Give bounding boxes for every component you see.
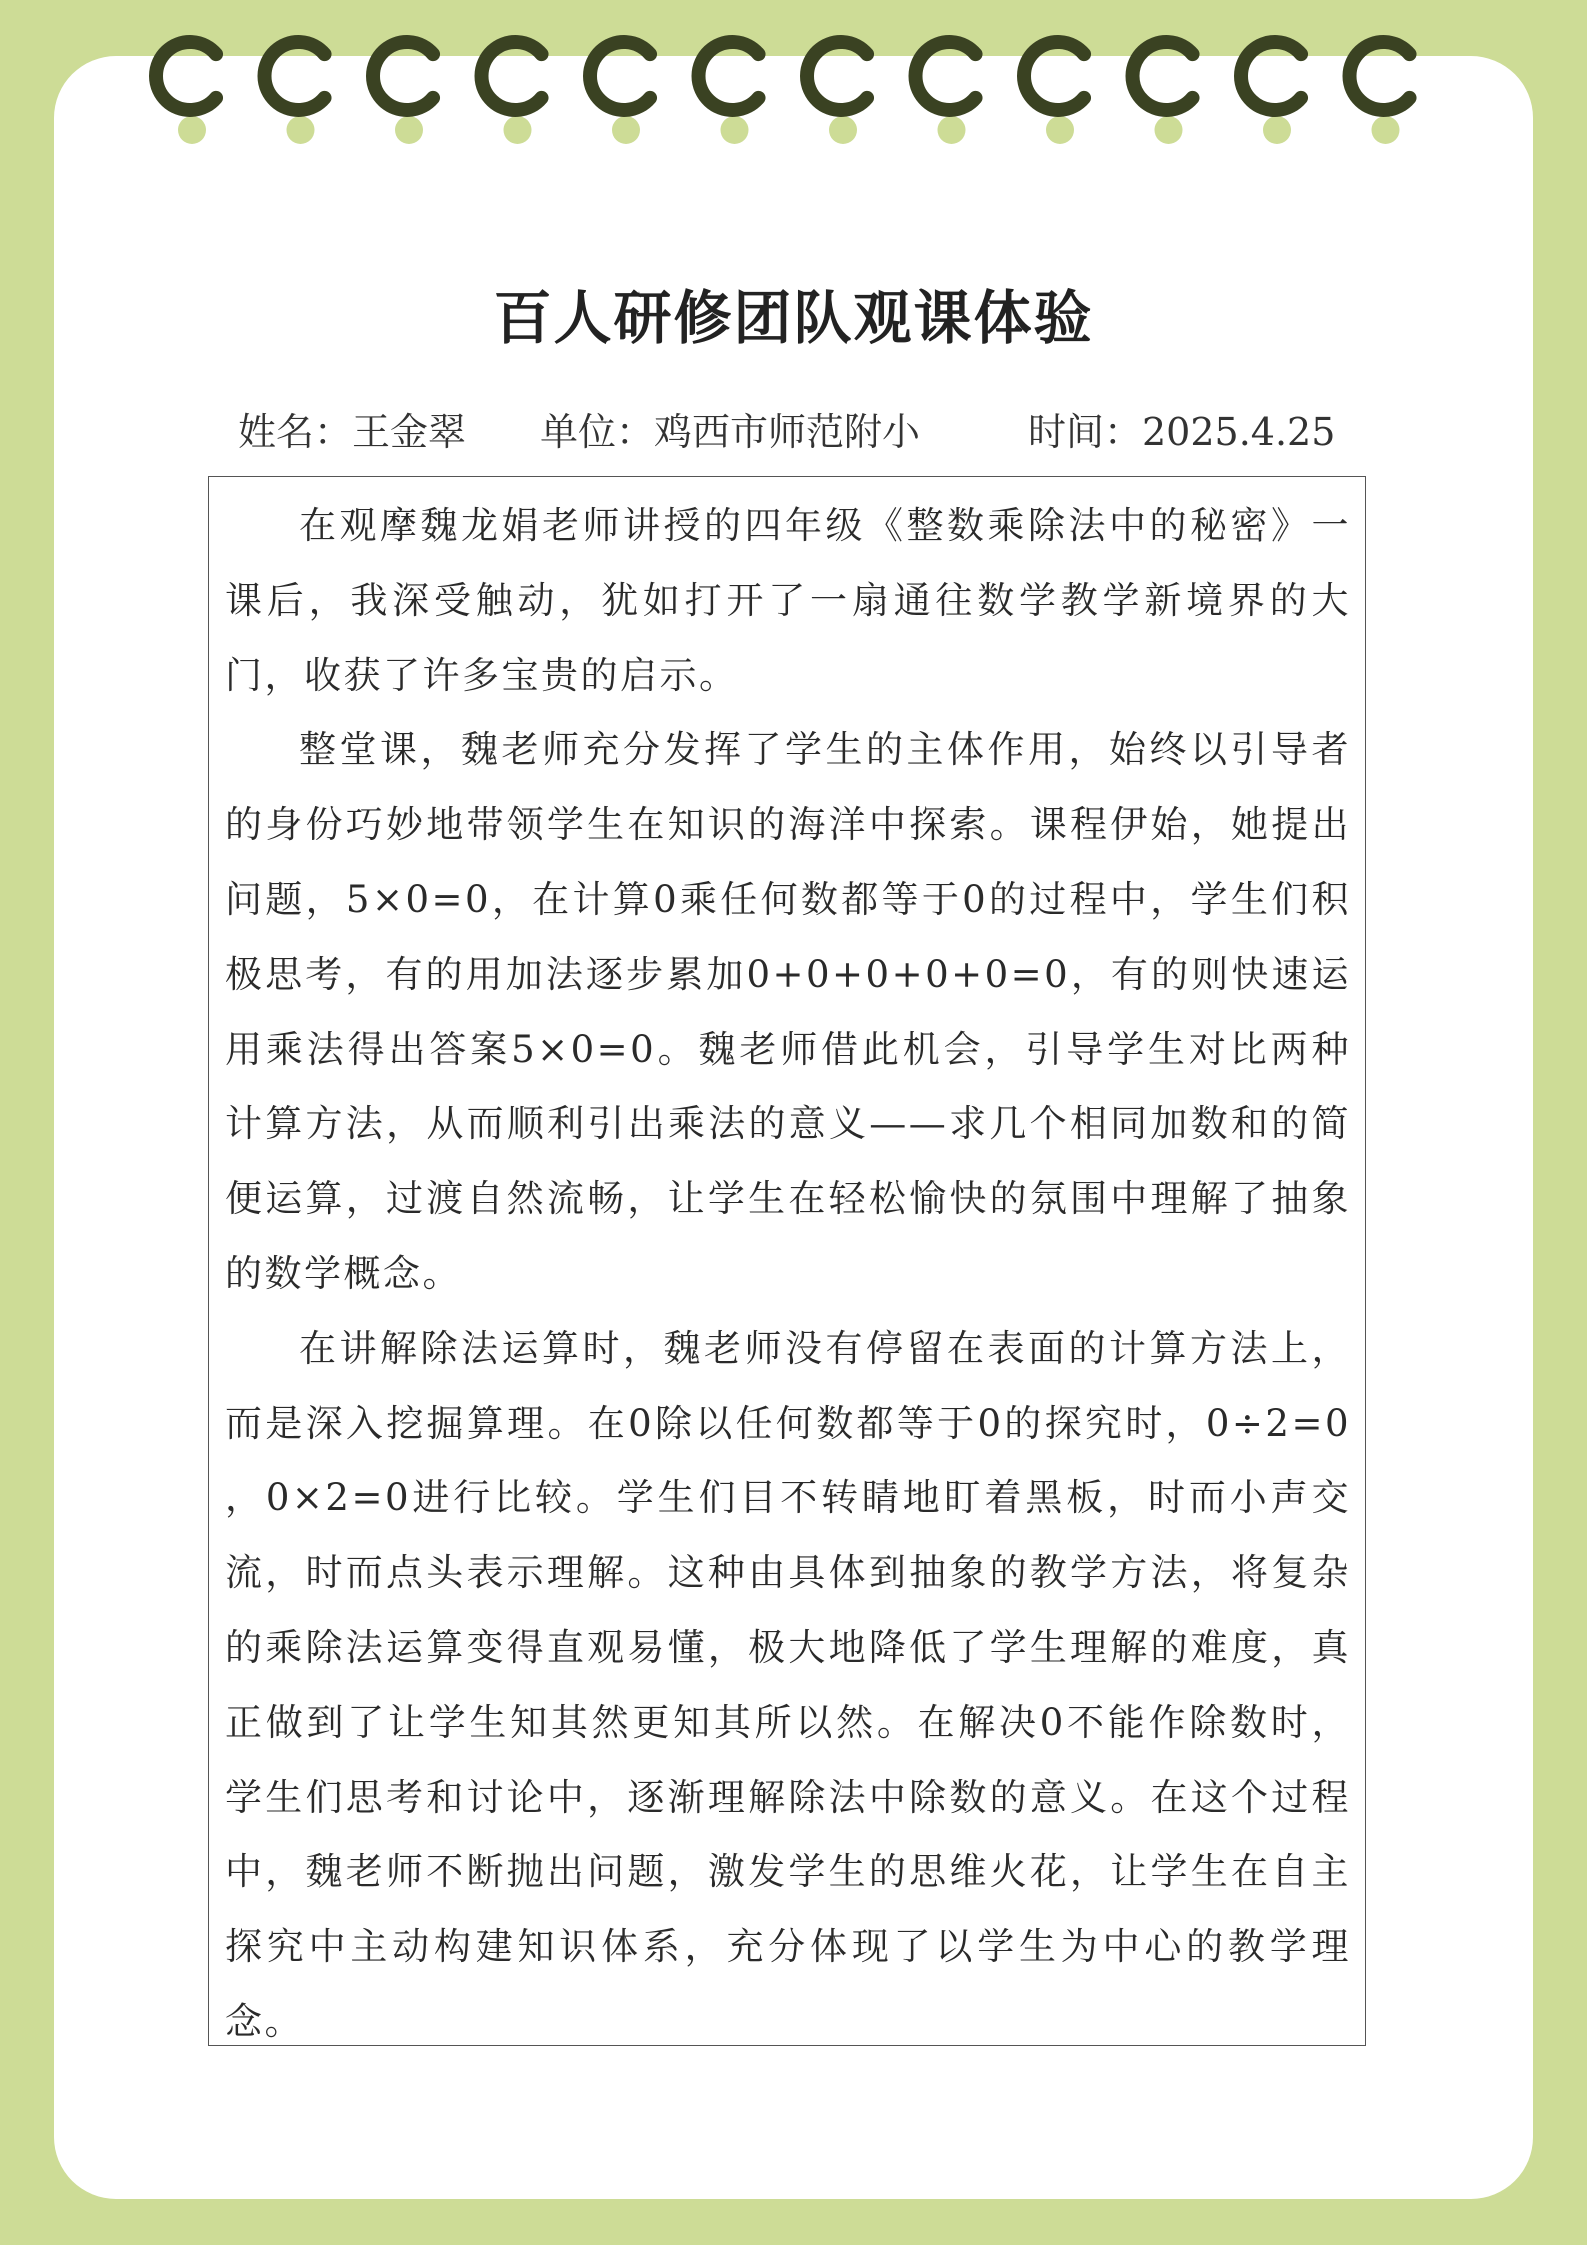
binding-ring-arc	[916, 42, 976, 110]
binding-ring	[1024, 42, 1084, 144]
binding-hole	[1372, 116, 1400, 144]
binding-ring-arc	[699, 42, 759, 110]
binding-hole	[721, 116, 749, 144]
binding-ring-arc	[590, 42, 650, 110]
binding-hole	[178, 116, 206, 144]
binding-hole	[612, 116, 640, 144]
binding-ring	[1241, 42, 1301, 144]
binding-ring	[482, 42, 542, 144]
binding-ring-arc	[807, 42, 867, 110]
binding-ring-arc	[1024, 42, 1084, 110]
paragraph-1: 在观摩魏龙娟老师讲授的四年级《整数乘除法中的秘密》一课后，我深受触动，犹如打开了一扇通往数学教学新境界的大门，收获了许多宝贵的启示。	[225, 504, 1351, 697]
binding-hole	[1155, 116, 1183, 144]
binding-hole	[504, 116, 532, 144]
binding-ring-arc	[482, 42, 542, 110]
paragraph-3: 在讲解除法运算时，魏老师没有停留在表面的计算方法上，而是深入挖掘算理。在0除以任何数都等于0的探究时，0÷2=0 ，0×2=0进行比较。学生们目不转睛地盯着黑板，时而小声交流，时而点头表示理解。这种由具体到抽象的教学方法，将复杂的乘除法运算变得直观易懂，极大地降低了学生理解的难度，真正做到了让学生知其然更知其所以然。在解决0不能作除数时，学生们思考和讨论中，逐渐理解除法中除数的意义。在这个过程中，魏老师不断抛出问题，激发学生的思维火花，让学生在自主探究中主动构建知识体系，充分体现了以学生为中心的教学理念。	[225, 1326, 1351, 2043]
spiral-binding	[0, 0, 1587, 170]
binding-ring	[807, 42, 867, 144]
binding-ring-arc	[1241, 42, 1301, 110]
page-title: 百人研修团队观课体验	[493, 284, 1094, 352]
binding-hole	[829, 116, 857, 144]
author-info-row	[238, 402, 1358, 462]
binding-ring	[1350, 42, 1410, 144]
binding-ring	[1133, 42, 1193, 144]
binding-hole	[395, 116, 423, 144]
author-date: 时间：2025.4.25	[1028, 410, 1336, 454]
binding-hole	[287, 116, 315, 144]
binding-hole	[1263, 116, 1291, 144]
paragraph-2: 整堂课，魏老师充分发挥了学生的主体作用，始终以引导者的身份巧妙地带领学生在知识的海洋中探索。课程伊始，她提出问题，5×0=0，在计算0乘任何数都等于0的过程中，学生们积极思考，有的用加法逐步累加0+0+0+0+0=0，有的则快速运用乘法得出答案5×0=0。魏老师借此机会，引导学生对比两种计算方法，从而顺利引出乘法的意义——求几个相同加数和的简便运算，过渡自然流畅，让学生在轻松愉快的氛围中理解了抽象的数学概念。	[225, 728, 1351, 1295]
binding-ring	[373, 42, 433, 144]
author-unit: 单位：鸡西市师范附小	[540, 410, 921, 454]
binding-hole	[938, 116, 966, 144]
binding-ring	[264, 42, 324, 144]
author-name: 姓名：王金翠	[238, 410, 467, 454]
binding-ring	[916, 42, 976, 144]
binding-ring-arc	[1350, 42, 1410, 110]
binding-ring	[699, 42, 759, 144]
binding-ring	[590, 42, 650, 144]
binding-ring	[156, 42, 216, 144]
binding-ring-arc	[373, 42, 433, 110]
reflection-text-box	[208, 476, 1366, 2046]
binding-hole	[1046, 116, 1074, 144]
binding-ring-arc	[156, 42, 216, 110]
binding-ring-arc	[1133, 42, 1193, 110]
binding-ring-arc	[264, 42, 324, 110]
